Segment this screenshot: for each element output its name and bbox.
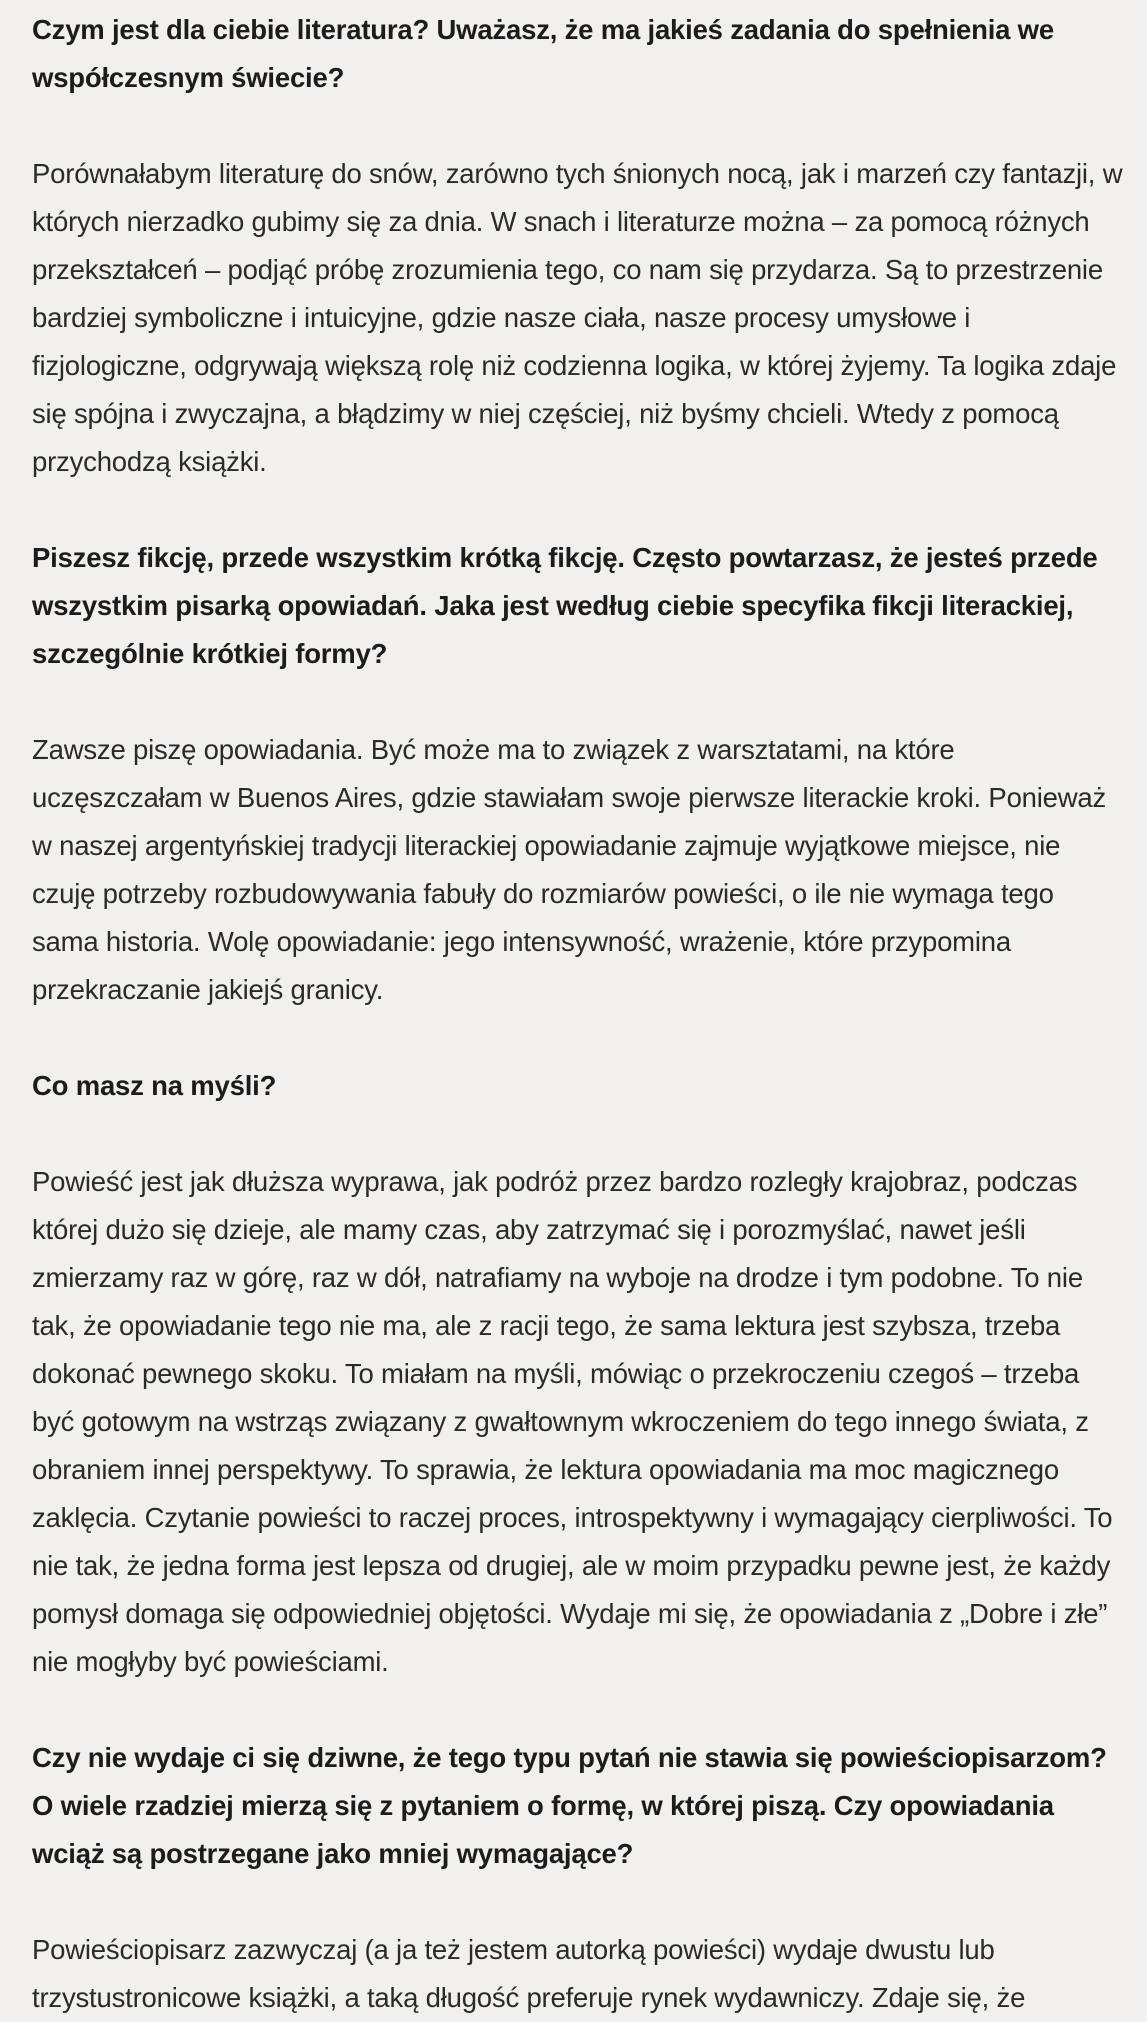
interview-article — [32, 6, 1127, 2022]
interview-answer: Powieść jest jak dłuższa wyprawa, jak podróż przez bardzo rozległy krajobraz, podczas której dużo się dzieje, ale mamy czas, aby zatrzymać się i porozmyślać, nawet jeśli zmierzamy raz w górę, raz w dół, natrafiamy na wyboje na drodze i tym podobne. To nie tak, że opowiadanie tego nie ma, ale z racji tego, że sama lektura jest szybsza, trzeba dokonać pewnego skoku. To miałam na myśli, mówiąc o przekroczeniu czegoś – trzeba być gotowym na wstrząs związany z gwałtownym wkroczeniem do tego innego świata, z obraniem innej perspektywy. To sprawia, że lektura opowiadania ma moc magicznego zaklęcia. Czytanie powieści to raczej proces, introspektywny i wymagający cierpliwości. To nie tak, że jedna forma jest lepsza od drugiej, ale w moim przypadku pewne jest, że każdy pomysł domaga się odpowiedniej objętości. Wydaje mi się, że opowiadania z „Dobre i złe” nie mogłyby być powieściami. — [32, 1166, 1113, 1677]
interview-question: Czym jest dla ciebie literatura? Uważasz, że ma jakieś zadania do spełnienia we współczesnym świecie? — [32, 14, 1054, 93]
interview-question: Piszesz fikcję, przede wszystkim krótką fikcję. Często powtarzasz, że jesteś przede wszystkim pisarką opowiadań. Jaka jest według ciebie specyfika fikcji literackiej, szczególnie krótkiej formy? — [32, 542, 1098, 669]
interview-answer: Powieściopisarz zazwyczaj (a ja też jestem autorką powieści) wydaje dwustu lub trzystustronicowe książki, a taką długość preferuje rynek wydawniczy. Zdaje się, że — [32, 1934, 1026, 2013]
interview-answer: Zawsze piszę opowiadania. Być może ma to związek z warsztatami, na które uczęszczałam w Buenos Aires, gdzie stawiałam swoje pierwsze literackie kroki. Ponieważ w naszej argentyńskiej tradycji literackiej opowiadanie zajmuje wyjątkowe miejsce, nie czuję potrzeby rozbudowywania fabuły do rozmiarów powieści, o ile nie wymaga tego sama historia. Wolę opowiadanie: jego intensywność, wrażenie, które przypomina przekraczanie jakiejś granicy. — [32, 734, 1107, 1005]
interview-question: Czy nie wydaje ci się dziwne, że tego typu pytań nie stawia się powieściopisarzom? O wiele rzadziej mierzą się z pytaniem o formę, w której piszą. Czy opowiadania wciąż są postrzegane jako mniej wymagające? — [32, 1742, 1107, 1869]
interview-question: Co masz na myśli? — [32, 1070, 277, 1101]
interview-answer: Porównałabym literaturę do snów, zarówno tych śnionych nocą, jak i marzeń czy fantazji, w których nierzadko gubimy się za dnia. W snach i literaturze można – za pomocą różnych przekształceń – podjąć próbę zrozumienia tego, co nam się przydarza. Są to przestrzenie bardziej symboliczne i intuicyjne, gdzie nasze ciała, nasze procesy umysłowe i fizjologiczne, odgrywają większą rolę niż codzienna logika, w której żyjemy. Ta logika zdaje się spójna i zwyczajna, a błądzimy w niej częściej, niż byśmy chcieli. Wtedy z pomocą przychodzą książki. — [32, 158, 1123, 477]
